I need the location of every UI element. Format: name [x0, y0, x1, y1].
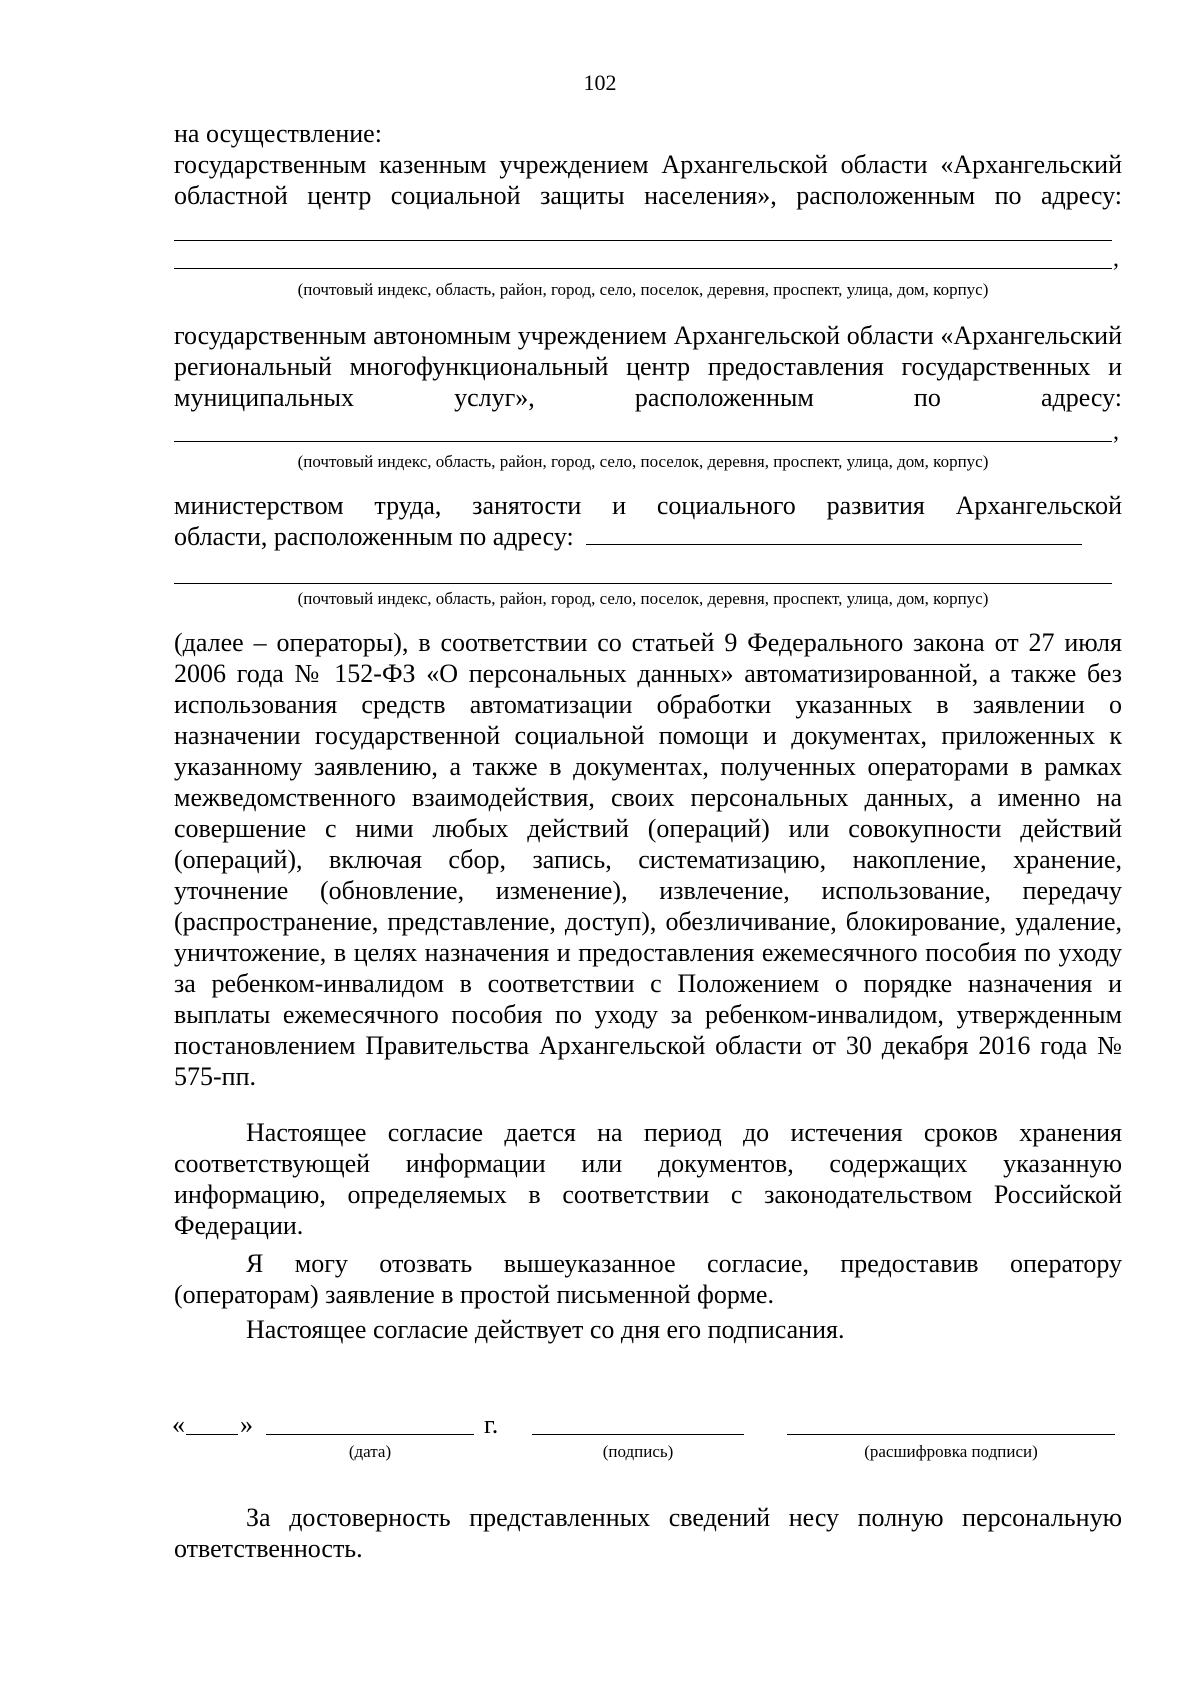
operator2-address-caption: (почтовый индекс, область, район, город, село, поселок, деревня, проспект, улица, дом, корпус) [297, 452, 989, 471]
signature-field[interactable] [532, 1434, 744, 1435]
operator2-address-line[interactable] [174, 441, 1112, 442]
date-quote-open: « [172, 1410, 185, 1439]
consent-period-paragraph: Настоящее согласие дается на период до истечения сроков хранения соответствующей информации или документов, содержащих указанную информацию, определяемых в соответствии с законодательством Российской Федерации. [174, 1118, 1122, 1240]
signature-name-field[interactable] [787, 1434, 1115, 1435]
signature-caption: (подпись) [602, 1442, 674, 1461]
date-caption: (дата) [348, 1442, 392, 1461]
operator3-line-2-text: области, расположенным по адресу: [174, 522, 574, 551]
date-quote-close: » [240, 1410, 253, 1439]
operator1-text: государственным казенным учреждением Архангельской области «Архангельский областной центр социальной защиты населения», расположенным по адресу: [174, 150, 1122, 210]
operator3-address-field[interactable] [586, 522, 1082, 545]
operator3-line-2 [174, 521, 1122, 552]
operator3-line-1: министерством труда, занятости и социального развития Архангельской [174, 491, 1122, 520]
operator2-comma: , [1113, 419, 1119, 445]
year-suffix: г. [484, 1410, 499, 1439]
responsibility-paragraph: За достоверность представленных сведений несу полную персональную ответственность. [174, 1503, 1122, 1563]
revoke-paragraph: Я могу отозвать вышеуказанное согласие, предоставив оператору (операторам) заявление в простой письменной форме. [174, 1249, 1122, 1309]
page-number: 102 [583, 70, 617, 95]
signature-name-caption: (расшифровка подписи) [864, 1442, 1038, 1461]
intro-line: на осуществление: [174, 119, 382, 148]
main-consent-paragraph: (далее – операторы), в соответствии со статьей 9 Федерального закона от 27 июля 2006 года № 152-ФЗ «О персональных данных» автоматизированной, а также без использования средств автоматизации обработки указанных в заявлении о назначении государственной социальной помощи и документах, приложенных к указанному заявлению, а также в документах, полученных операторами в рамках межведомственного взаимодействия, своих персональных данных, а именно на совершение с ними любых действий (операций) или совокупности действий (операций), включая сбор, запись, систематизацию, накопление, хранение, уточнение (обновление, изменение), извлечение, использование, передачу (распространение, представление, доступ), обезличивание, блокирование, удаление, уничтожение, в целях назначения и предоставления ежемесячного пособия по уходу за ребенком-инвалидом в соответствии с Положением о порядке назначения и выплаты ежемесячного пособия по уходу за ребенком-инвалидом, утвержденным постановлением Правительства Архангельской области от 30 декабря 2016 года № 575-пп. [174, 628, 1122, 1091]
month-field[interactable] [266, 1434, 474, 1435]
operator1-address-line-1[interactable] [174, 240, 1112, 241]
day-field[interactable] [186, 1434, 238, 1435]
validity-paragraph: Настоящее согласие действует со дня его подписания. [246, 1315, 845, 1344]
operator2-text: государственным автономным учреждением Архангельской области «Архангельский региональный многофункциональный центр предоставления государственных и муниципальных услуг», расположенным по адресу: [174, 321, 1122, 412]
operator3-address-caption: (почтовый индекс, область, район, город, село, поселок, деревня, проспект, улица, дом, корпус) [297, 589, 989, 608]
operator1-comma: , [1113, 246, 1119, 272]
operator1-address-line-2[interactable] [174, 268, 1112, 269]
operator1-address-caption: (почтовый индекс, область, район, город, село, поселок, деревня, проспект, улица, дом, корпус) [297, 280, 989, 299]
operator3-address-line[interactable] [174, 583, 1112, 584]
